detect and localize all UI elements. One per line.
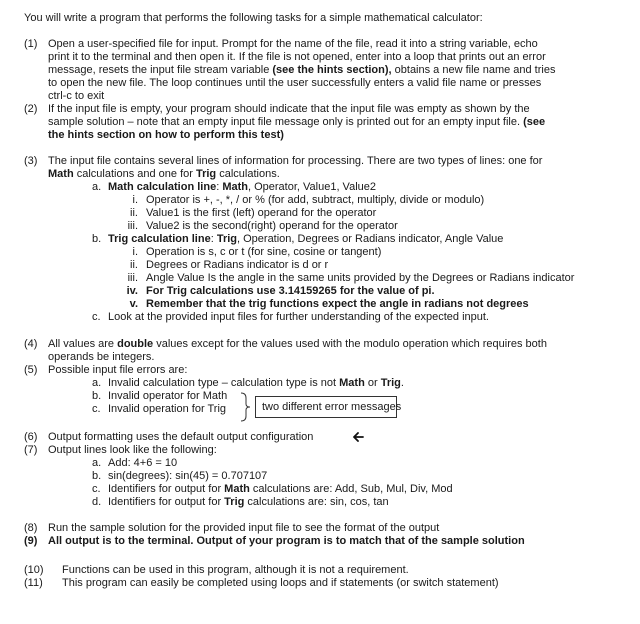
math-operator-desc: Operator is +, -, *, / or % (for add, subtract, multiply, divide or modulo): [146, 194, 485, 206]
output-example-add: Add: 4+6 = 10: [108, 457, 178, 469]
item-number: (4): [24, 338, 38, 350]
item3-line2: Math calculations and one for Trig calculations.: [48, 168, 280, 180]
output-example-sin: sin(degrees): sin(45) = 0.707107: [108, 470, 268, 482]
math-value1-desc: Value1 is the first (left) operand for the operator: [146, 207, 377, 219]
item-number: (5): [24, 364, 38, 376]
sub-label: a.: [92, 181, 102, 193]
sub-label: b.: [92, 470, 102, 482]
brace-icon: [240, 392, 252, 422]
item2-line2: sample solution – note that an empty input file message only is printed out for an empty input file. (see: [48, 116, 546, 128]
item10-line1: Functions can be used in this program, although it is not a requirement.: [62, 564, 409, 576]
item3-line1: The input file contains several lines of information for processing. There are two types of lines: one for: [48, 155, 543, 167]
item2-line1: If the input file is empty, your program should indicate that the input file was empty as shown by the: [48, 103, 530, 115]
trig-radians-note: Remember that the trig functions expect the angle in radians not degrees: [146, 298, 529, 310]
roman-label: i.: [132, 246, 138, 258]
item6-line1: Output formatting uses the default output configuration: [48, 431, 314, 443]
sub-label: c.: [92, 311, 101, 323]
roman-label: v.: [129, 298, 138, 310]
sub-label: c.: [92, 483, 101, 495]
item1-line2: print it to the terminal and then open it. If the file is not opened, enter into a loop that prints out an error: [48, 51, 546, 63]
item1-line3: message, resets the input file stream variable (see the hints section), obtains a new file name and tries: [48, 64, 556, 76]
sub-label: b.: [92, 233, 102, 245]
item7-line1: Output lines look like the following:: [48, 444, 217, 456]
trig-pi-note: For Trig calculations use 3.14159265 for the value of pi.: [146, 285, 435, 297]
item2-line3: the hints section on how to perform this test): [48, 129, 284, 141]
math-value2-desc: Value2 is the second(right) operand for the operator: [146, 220, 398, 232]
item-number: (9): [24, 535, 38, 547]
roman-label: i.: [132, 194, 138, 206]
sub-label: a.: [92, 457, 102, 469]
trig-identifiers: Identifiers for output for Trig calculations are: sin, cos, tan: [108, 496, 389, 508]
item1-line5: ctrl-c to exit: [48, 90, 105, 102]
item-number: (10): [24, 564, 44, 576]
item1-line1: Open a user-specified file for input. Prompt for the name of the file, read it into a string variable, echo: [48, 38, 538, 50]
roman-label: iv.: [126, 285, 138, 297]
item-number: (8): [24, 522, 38, 534]
item5-line1: Possible input file errors are:: [48, 364, 188, 376]
error-invalid-type: Invalid calculation type – calculation type is not Math or Trig.: [108, 377, 404, 389]
error-messages-note: two different error messages: [255, 396, 397, 418]
item-number: (3): [24, 155, 38, 167]
item11-line1: This program can easily be completed using loops and if statements (or switch statement): [62, 577, 499, 589]
math-line-heading: Math calculation line: Math, Operator, Value1, Value2: [108, 181, 376, 193]
error-invalid-operator: Invalid operator for Math: [108, 390, 228, 402]
item1-line4: to open the new file. The loop continues until the user successfully enters a valid file name or presses: [48, 77, 542, 89]
roman-label: ii.: [130, 259, 138, 271]
error-invalid-operation: Invalid operation for Trig: [108, 403, 227, 415]
intro-text: You will write a program that performs the following tasks for a simple mathematical calculator:: [24, 12, 483, 24]
roman-label: ii.: [130, 207, 138, 219]
trig-indicator-desc: Degrees or Radians indicator is d or r: [146, 259, 329, 271]
sub-label: c.: [92, 403, 101, 415]
item-number: (2): [24, 103, 38, 115]
left-arrow-icon: [352, 432, 364, 442]
item-number: (11): [24, 577, 43, 589]
math-identifiers: Identifiers for output for Math calculations are: Add, Sub, Mul, Div, Mod: [108, 483, 453, 495]
sub-label: a.: [92, 377, 102, 389]
input-files-note: Look at the provided input files for further understanding of the expected input.: [108, 311, 489, 323]
trig-angle-desc: Angle Value Is the angle in the same units provided by the Degrees or Radians indicator: [146, 272, 575, 284]
roman-label: iii.: [127, 272, 138, 284]
item-number: (6): [24, 431, 38, 443]
item9-line1: All output is to the terminal. Output of your program is to match that of the sample solution: [48, 535, 525, 547]
item8-line1: Run the sample solution for the provided input file to see the format of the output: [48, 522, 440, 534]
trig-line-heading: Trig calculation line: Trig, Operation, Degrees or Radians indicator, Angle Value: [108, 233, 504, 245]
sub-label: d.: [92, 496, 102, 508]
item-number: (1): [24, 38, 38, 50]
trig-operation-desc: Operation is s, c or t (for sine, cosine or tangent): [146, 246, 382, 258]
sub-label: b.: [92, 390, 102, 402]
roman-label: iii.: [127, 220, 138, 232]
item-number: (7): [24, 444, 38, 456]
item4-line2: operands be integers.: [48, 351, 155, 363]
item4-line1: All values are double values except for the values used with the modulo operation which requires both: [48, 338, 547, 350]
